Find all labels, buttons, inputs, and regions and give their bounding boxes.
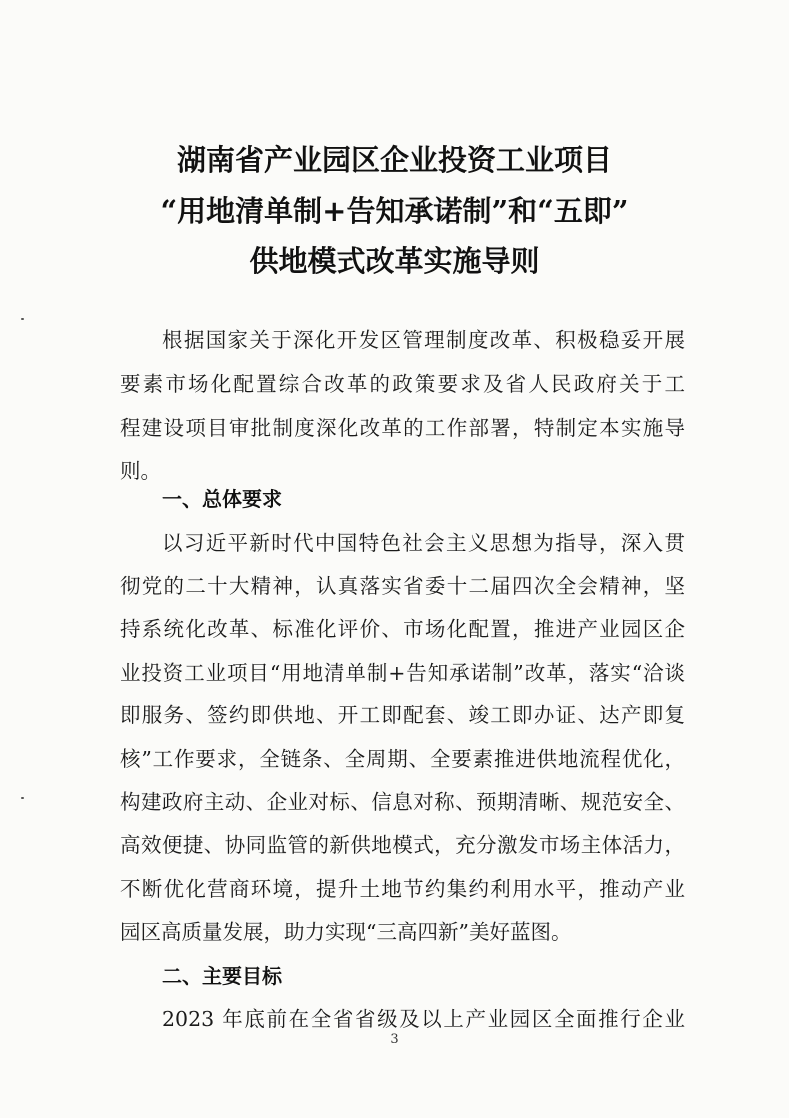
section1-line-2: 彻党的二十大精神，认真落实省委十二届四次全会精神，坚	[120, 574, 685, 598]
document-title-line-2: “用地清单制+告知承诺制”和“五即”	[160, 194, 629, 228]
section1-line-7: 构建政府主动、企业对标、信息对称、预期清晰、规范安全、	[120, 790, 685, 814]
document-title-line-3: 供地模式改革实施导则	[249, 244, 540, 278]
intro-line-3: 程建设项目审批制度深化改革的工作部署，特制定本实施导	[120, 416, 685, 440]
section1-line-8: 高效便捷、协同监管的新供地模式，充分激发市场主体活力，	[120, 833, 685, 857]
section1-line-6: 核”工作要求，全链条、全周期、全要素推进供地流程优化，	[120, 747, 685, 771]
page-number: 3	[390, 1032, 399, 1047]
section1-line-1: 以习近平新时代中国特色社会主义思想为指导，深入贯	[162, 531, 685, 555]
document-title-line-1: 湖南省产业园区企业投资工业项目	[176, 143, 612, 177]
intro-line-2: 要素市场化配置综合改革的政策要求及省人民政府关于工	[120, 372, 685, 396]
section1-line-4: 业投资工业项目“用地清单制+告知承诺制”改革，落实“洽谈	[120, 661, 685, 685]
intro-line-1: 根据国家关于深化开发区管理制度改革、积极稳妥开展	[162, 328, 685, 352]
intro-line-4: 则。	[120, 459, 161, 483]
section-heading-main-goals: 二、主要目标	[162, 964, 282, 988]
section1-line-5: 即服务、签约即供地、开工即配套、竣工即办证、达产即复	[120, 703, 685, 727]
section2-line-1: 2023 年底前在全省省级及以上产业园区全面推行企业	[162, 1007, 685, 1031]
section1-line-10: 园区高质量发展，助力实现“三高四新”美好蓝图。	[120, 920, 572, 944]
section-heading-general-requirements: 一、总体要求	[162, 487, 282, 511]
section1-line-3: 持系统化改革、标准化评价、市场化配置，推进产业园区企	[120, 617, 685, 641]
section1-line-9: 不断优化营商环境，提升土地节约集约利用水平，推动产业	[120, 877, 685, 901]
scan-speck	[21, 797, 24, 799]
scan-speck	[21, 318, 24, 320]
